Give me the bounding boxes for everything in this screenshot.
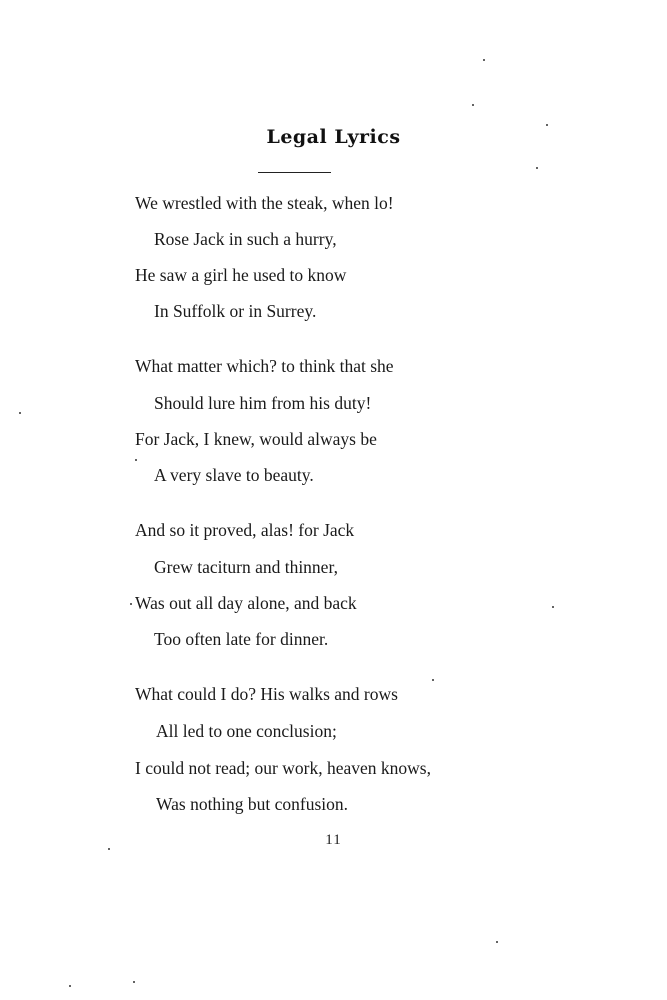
scan-speck: [552, 606, 554, 608]
scan-speck: [546, 124, 548, 126]
scan-speck: [483, 59, 485, 61]
scan-speck: [432, 679, 434, 681]
scan-speck: [130, 603, 132, 605]
poem-line: For Jack, I knew, would always be: [135, 429, 377, 449]
poem-line: A very slave to beauty.: [154, 465, 314, 485]
page-number: 11: [325, 832, 342, 848]
running-head: Legal Lyrics: [266, 126, 401, 148]
poem-line: Grew taciturn and thinner,: [154, 557, 338, 577]
scan-speck: [108, 848, 110, 850]
poem-line: Was out all day alone, and back: [135, 593, 357, 613]
poem-line: Rose Jack in such a hurry,: [154, 229, 337, 249]
poem-line: Should lure him from his duty!: [154, 393, 372, 413]
scan-speck: [135, 459, 137, 461]
scan-speck: [69, 985, 71, 987]
scan-speck: [19, 412, 21, 414]
scan-speck: [536, 167, 538, 169]
poem-line: What could I do? His walks and rows: [135, 684, 398, 704]
poem-line: I could not read; our work, heaven knows,: [135, 758, 431, 778]
poem-line: Was nothing but confusion.: [156, 794, 349, 814]
poem-line: Too often late for dinner.: [154, 629, 329, 649]
poem-line: And so it proved, alas! for Jack: [135, 520, 355, 540]
poem-line: All led to one conclusion;: [156, 721, 337, 741]
poem-line: We wrestled with the steak, when lo!: [135, 193, 394, 213]
poem-line: In Suffolk or in Surrey.: [154, 301, 317, 321]
head-rule-divider: [258, 172, 331, 173]
scan-speck: [133, 981, 135, 983]
poem-line: What matter which? to think that she: [135, 356, 394, 376]
scan-speck: [472, 104, 474, 106]
scan-speck: [496, 941, 498, 943]
poem-line: He saw a girl he used to know: [135, 265, 347, 285]
